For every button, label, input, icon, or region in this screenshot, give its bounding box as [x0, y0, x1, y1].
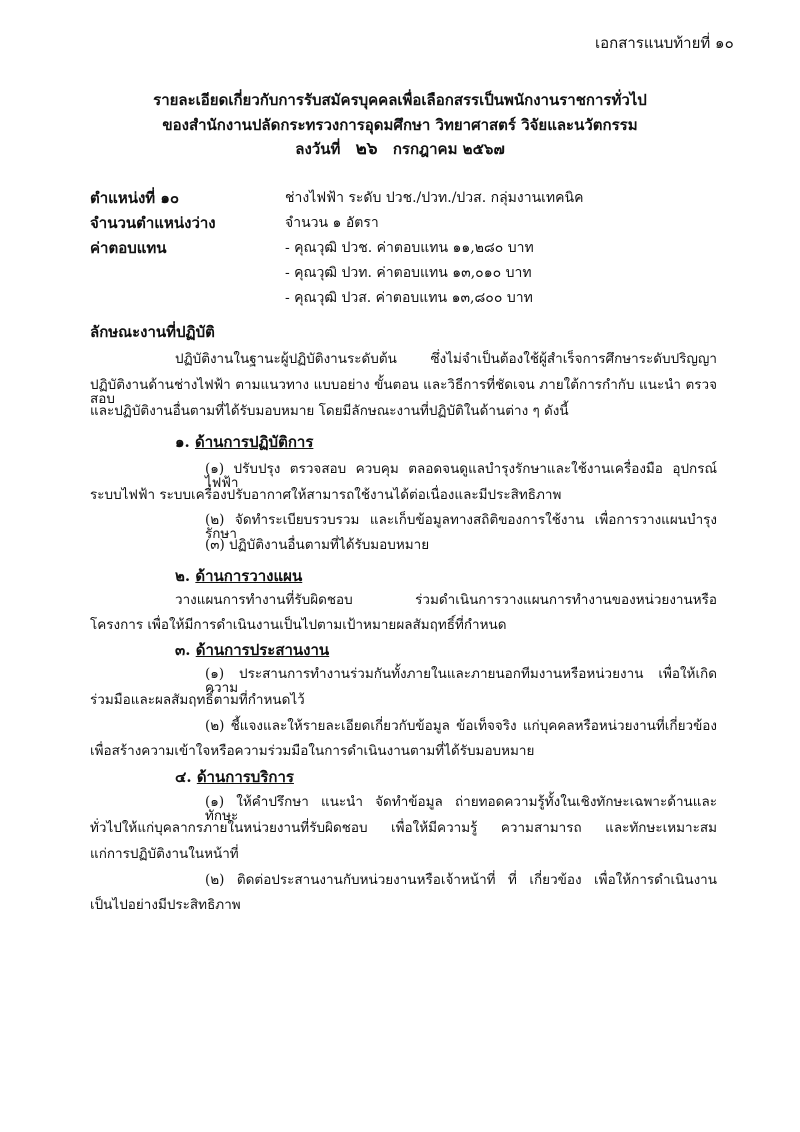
header-line-1: รายละเอียดเกี่ยวกับการรับสมัครบุคคลเพื่อเลือกสรรเป็นพนักงานราชการทั่วไป [153, 91, 647, 109]
pay-item: - คุณวุฒิ ปวส. ค่าตอบแทน ๑๓,๘๐๐ บาท [285, 290, 533, 306]
section-line: ระบบไฟฟ้า ระบบเครื่องปรับอากาศให้สามารถใช้งานได้ต่อเนื่องและมีประสิทธิภาพ [90, 487, 562, 503]
section-line: (๑) ให้คำปรึกษา แนะนำ จัดทำข้อมูล ถ่ายทอดความรู้ทั้งในเชิงทักษะเฉพาะด้านและทักษะ [205, 794, 717, 824]
date-day-handwritten: ๒๖ [355, 139, 378, 159]
duties-title: ลักษณะงานที่ปฏิบัติ [90, 323, 215, 341]
section-line: ร่วมมือและผลสัมฤทธิ์ตามที่กำหนดไว้ [90, 692, 305, 708]
date-prefix: ลงวันที่ [295, 140, 341, 158]
section-number: ๒. [175, 567, 191, 585]
section-line: (๓) ปฏิบัติงานอื่นตามที่ได้รับมอบหมาย [205, 537, 430, 553]
section-heading [175, 569, 302, 584]
attachment-label: เอกสารแนบท้ายที่ ๑๐ [595, 34, 734, 52]
header-date [0, 141, 800, 158]
section-line: วางแผนการทำงานที่รับผิดชอบ ร่วมดำเนินการวางแผนการทำงานของหน่วยงานหรือ [175, 592, 717, 608]
position-value: ช่างไฟฟ้า ระดับ ปวช./ปวท./ปวส. กลุ่มงานเทคนิค [285, 190, 584, 206]
section-line: (๒) จัดทำระเบียบรวบรวม และเก็บข้อมูลทางสถิติของการใช้งาน เพื่อการวางแผนบำรุงรักษา [205, 512, 717, 542]
section-line: เพื่อสร้างความเข้าใจหรือความร่วมมือในการดำเนินงานตามที่ได้รับมอบหมาย [90, 743, 535, 759]
intro-line: ปฏิบัติงานด้านช่างไฟฟ้า ตามแนวทาง แบบอย่าง ขั้นตอน และวิธีการที่ชัดเจน ภายใต้การกำกับ แนะนำ ตรวจสอบ [90, 377, 717, 407]
section-number: ๑. [175, 433, 190, 451]
section-line: (๑) ประสานการทำงานร่วมกันทั้งภายในและภายนอกทีมงานหรือหน่วยงาน เพื่อให้เกิดความ [205, 666, 717, 696]
section-number: ๓. [175, 641, 191, 659]
vacancy-label: จำนวนตำแหน่งว่าง [90, 214, 216, 232]
section-line: โครงการ เพื่อให้มีการดำเนินงานเป็นไปตามเป้าหมายผลสัมฤทธิ์ที่กำหนด [90, 617, 507, 633]
header-line-2: ของสำนักงานปลัดกระทรวงการอุดมศึกษา วิทยาศาสตร์ วิจัยและนวัตกรรม [162, 116, 638, 134]
section-heading [175, 770, 294, 785]
intro-line: ปฏิบัติงานในฐานะผู้ปฏิบัติงานระดับต้น ซึ่งไม่จำเป็นต้องใช้ผู้สำเร็จการศึกษาระดับปริญญา [175, 351, 717, 367]
section-line: ทั่วไปให้แก่บุคลากรภายในหน่วยงานที่รับผิดชอบ เพื่อให้มีความรู้ ความสามารถ และทักษะเหมาะสม [90, 820, 717, 836]
section-line: (๒) ชี้แจงและให้รายละเอียดเกี่ยวกับข้อมูล ข้อเท็จจริง แก่บุคคลหรือหน่วยงานที่เกี่ยวข้อง [205, 718, 717, 734]
section-heading [175, 643, 329, 658]
pay-item: - คุณวุฒิ ปวช. ค่าตอบแทน ๑๑,๒๘๐ บาท [285, 240, 534, 256]
section-number: ๔. [175, 768, 192, 786]
section-title: ด้านการประสานงาน [195, 641, 330, 659]
section-line: (๒) ติดต่อประสานงานกับหน่วยงานหรือเจ้าหน้าที่ ที่ เกี่ยวข้อง เพื่อให้การดำเนินงาน [205, 872, 717, 888]
section-title: ด้านการวางแผน [195, 567, 303, 585]
pay-item: - คุณวุฒิ ปวท. ค่าตอบแทน ๑๓,๐๑๐ บาท [285, 265, 532, 281]
section-line: แก่การปฏิบัติงานในหน้าที่ [90, 846, 239, 862]
section-title: ด้านการบริการ [196, 768, 294, 786]
intro-line: และปฏิบัติงานอื่นตามที่ได้รับมอบหมาย โดยมีลักษณะงานที่ปฏิบัติในด้านต่าง ๆ ดังนี้ [90, 403, 569, 419]
date-rest: กรกฎาคม ๒๕๖๗ [392, 140, 505, 158]
section-line: เป็นไปอย่างมีประสิทธิภาพ [90, 897, 241, 913]
section-title: ด้านการปฏิบัติการ [194, 433, 314, 451]
section-line: (๑) ปรับปรุง ตรวจสอบ ควบคุม ตลอดจนดูแลบำรุงรักษาและใช้งานเครื่องมือ อุปกรณ์ไฟฟ้า [205, 461, 717, 491]
pay-label: ค่าตอบแทน [90, 239, 167, 257]
section-heading [175, 435, 313, 450]
vacancy-value: จำนวน ๑ อัตรา [285, 215, 379, 231]
position-label: ตำแหน่งที่ ๑๐ [90, 189, 180, 207]
